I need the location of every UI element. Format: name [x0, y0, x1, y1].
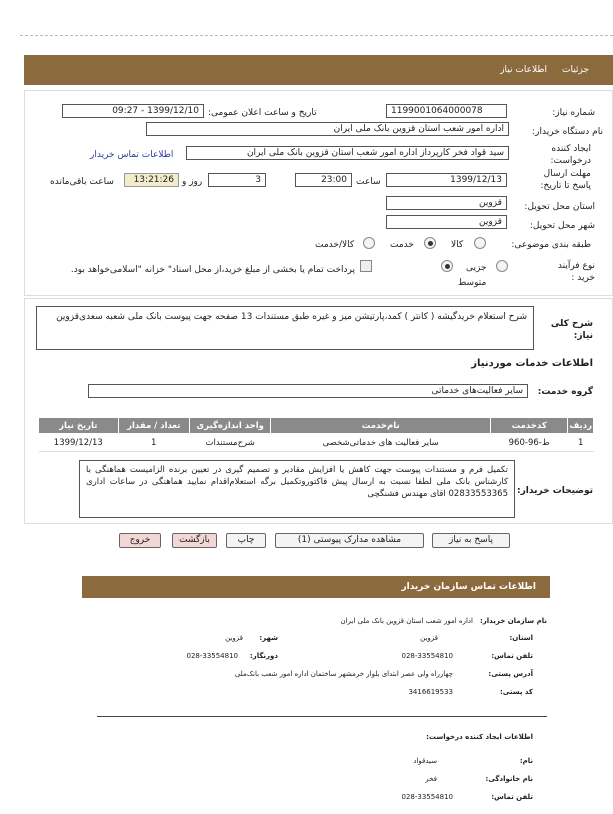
- deadline-date-field: 1399/12/13: [386, 173, 507, 187]
- remaining-time-field: 13:21:26: [124, 173, 179, 187]
- contact-city: قزوین: [225, 634, 243, 642]
- tab-need-info[interactable]: اطلاعات نیاز: [500, 65, 547, 75]
- category-service-radio[interactable]: [424, 237, 436, 249]
- cell-code: ط-96-960: [490, 434, 567, 452]
- cell-qty: 1: [118, 434, 189, 452]
- top-divider: [20, 35, 613, 36]
- remaining-label: ساعت باقی‌مانده: [50, 177, 114, 187]
- category-goods-label: کالا: [451, 240, 464, 250]
- table-header-row: [39, 418, 594, 434]
- contact-province-label: استان:: [509, 634, 533, 642]
- col-qty: تعداد / مقدار: [118, 418, 189, 434]
- service-group-label: گروه خدمت:: [537, 387, 593, 397]
- contact-divider: [97, 716, 547, 717]
- time-label: ساعت: [356, 177, 381, 187]
- creator-family-label: نام خانوادگی:: [485, 775, 533, 783]
- contact-phone-label: تلفن تماس:: [491, 652, 533, 660]
- summary-label: شرح کلی نیاز:: [550, 319, 593, 341]
- payment-note: پرداخت تمام یا بخشی از مبلغ خرید،از محل اسناد" خزانه "اسلامی‌خواهد بود.: [70, 265, 355, 275]
- category-service-label: خدمت: [390, 240, 414, 250]
- creator-phone-label: تلفن تماس:: [491, 793, 533, 801]
- process-partial-radio[interactable]: [496, 260, 508, 272]
- process-medium-radio[interactable]: [441, 260, 453, 272]
- need-number-field: 1199001064000078: [386, 104, 507, 118]
- col-row: ردیف: [568, 418, 594, 434]
- col-date: تاریخ نیاز: [39, 418, 119, 434]
- cell-row: 1: [568, 434, 594, 452]
- deadline-time-field: 23:00: [295, 173, 352, 187]
- table-row: [39, 434, 594, 452]
- category-goods-service-label: کالا/خدمت: [315, 240, 355, 250]
- treasury-checkbox[interactable]: [360, 260, 372, 272]
- need-number-label: شماره نیاز:: [552, 108, 595, 118]
- cell-name: سایر فعالیت های خدماتی‌شخصی: [271, 434, 491, 452]
- exit-button[interactable]: خروج: [119, 533, 161, 548]
- cell-unit: شرح‌مستندات: [189, 434, 271, 452]
- contact-org: اداره امور شعب استان قزوین بانک ملی ایران: [340, 617, 473, 625]
- contact-address-label: آدرس پستی:: [488, 670, 533, 678]
- buyer-notes-box: تکمیل فرم و مستندات پیوست جهت کاهش یا افزایش مقادیر و تصمیم گیری در تعیین برنده الزامیست هماهنگی با کارشناس بانک ملی لطفا نسبت به ارسال پیش فاکتوروتکمیل برگه استعلام‌اقدام نمایید هماهنگی در ساعات اداری 02833553365 اقای مهندس فشنگچی: [79, 460, 515, 518]
- creator-label: ایجاد کننده درخواست:: [550, 144, 591, 166]
- process-medium-label: متوسط: [458, 278, 487, 288]
- col-name: نام‌خدمت: [271, 418, 491, 434]
- contact-postal-label: کد پستی:: [499, 688, 533, 696]
- process-label: نوع فرآیند خرید :: [557, 261, 595, 283]
- creator-name-label: نام:: [519, 757, 533, 765]
- deadline-label: مهلت ارسال پاسخ تا تاریخ:: [540, 169, 591, 191]
- contact-address: چهارراه ولی عصر ابتدای بلوار خرمشهر ساختمان اداره امور شعب بانک‌ملی: [234, 670, 453, 678]
- process-partial-label: جزیی: [466, 263, 487, 273]
- contact-fax: 028-33554810: [186, 652, 238, 660]
- province-field: قزوین: [386, 196, 507, 210]
- contact-fax-label: دورنگار:: [249, 652, 278, 660]
- announce-label: تاریخ و ساعت اعلان عمومی:: [208, 108, 317, 118]
- back-button[interactable]: بازگشت: [172, 533, 217, 548]
- creator-title: اطلاعات ایجاد کننده درخواست:: [426, 733, 533, 741]
- contact-city-label: شهر:: [259, 634, 278, 642]
- contact-phone: 028-33554810: [401, 652, 453, 660]
- services-title: اطلاعات خدمات موردنیاز: [471, 358, 593, 369]
- contact-header: [82, 576, 550, 598]
- province-label: استان محل تحویل:: [524, 202, 595, 212]
- contact-postal: 3416619533: [408, 688, 453, 696]
- creator-name: سیدقواد: [413, 757, 437, 765]
- buyer-contact-link[interactable]: اطلاعات تماس خریدار: [90, 150, 174, 160]
- city-field: قزوین: [386, 215, 507, 229]
- contact-title: اطلاعات تماس سازمان خریدار: [401, 582, 536, 592]
- services-table: [38, 417, 594, 452]
- contact-org-label: نام سازمان خریدار:: [479, 617, 547, 625]
- tab-details[interactable]: جزئیات: [562, 65, 589, 75]
- service-group-field: سایر فعالیت‌های خدماتی: [88, 384, 528, 398]
- col-unit: واحد اندازه‌گیری: [189, 418, 271, 434]
- days-label: روز و: [182, 177, 203, 187]
- category-label: طبقه بندی موضوعی:: [511, 240, 591, 250]
- category-goods-radio[interactable]: [474, 237, 486, 249]
- buyer-notes-label: توضیحات خریدار:: [517, 486, 593, 496]
- city-label: شهر محل تحویل:: [529, 221, 595, 231]
- announce-field: 1399/12/10 - 09:27: [62, 104, 204, 118]
- col-code: کدخدمت: [490, 418, 567, 434]
- cell-date: 1399/12/13: [39, 434, 119, 452]
- buyer-org-label: نام دستگاه خریدار:: [532, 127, 603, 137]
- category-goods-service-radio[interactable]: [363, 237, 375, 249]
- days-field: 3: [208, 173, 266, 187]
- print-button[interactable]: چاپ: [226, 533, 266, 548]
- creator-family: فخر: [425, 775, 437, 783]
- creator-field: سید قواد فخر کارپرداز اداره امور شعب استان قزوین بانک ملی ایران: [186, 146, 509, 160]
- reply-button[interactable]: پاسخ به نیاز: [432, 533, 510, 548]
- summary-box: شرح استعلام خریدگیشه ( کانتر ) کمد،پارتیشن میز و غیره طبق مستندات 13 صفحه جهت پیوست بانک ملی شعبه سعدی‌قزوین: [36, 306, 534, 350]
- contact-province: قزوین: [420, 634, 438, 642]
- section-header: [24, 55, 613, 85]
- creator-phone: 028-33554810: [401, 793, 453, 801]
- buyer-org-field: اداره امور شعب استان قزوین بانک ملی ایران: [146, 122, 509, 136]
- attachments-button[interactable]: مشاهده مدارک پیوستی (1): [275, 533, 424, 548]
